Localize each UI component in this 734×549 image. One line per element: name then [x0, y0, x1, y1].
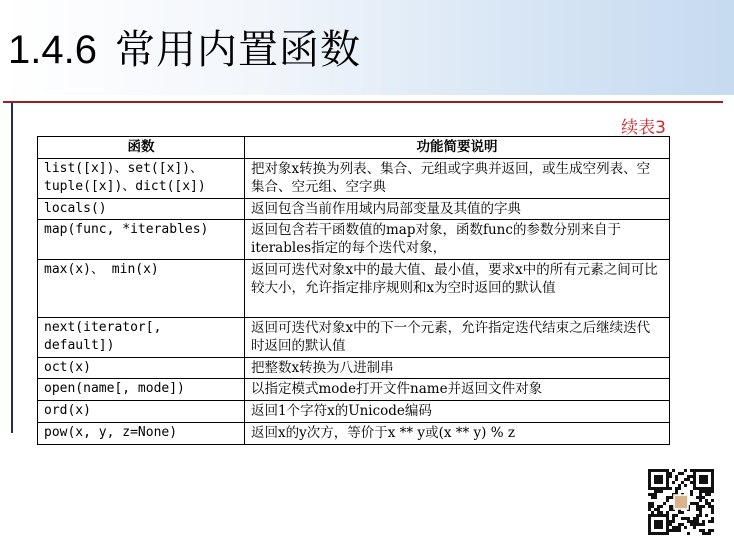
- column-header-description: 功能简要说明: [245, 137, 670, 159]
- function-description-cell: 返回可迭代对象x中的下一个元素，允许指定迭代结束之后继续迭代时返回的默认值: [245, 318, 670, 358]
- function-name-cell: list([x])、set([x])、 tuple([x])、dict([x]): [38, 159, 245, 199]
- title-divider: [3, 101, 723, 103]
- function-name-cell: oct(x): [38, 358, 245, 379]
- function-name-cell: max(x)、 min(x): [38, 260, 245, 318]
- function-description-cell: 返回1个字符x的Unicode编码: [245, 401, 670, 423]
- function-description-cell: 返回可迭代对象x中的最大值、最小值，要求x中的所有元素之间可比较大小，允许指定排序规则和x为空时返回的默认值: [245, 260, 670, 318]
- table-row: [38, 220, 670, 260]
- slide-title: [8, 18, 361, 75]
- table-row: [38, 358, 670, 379]
- function-description-cell: 返回x的y次方，等价于x ** y或(x ** y) % z: [245, 423, 670, 445]
- column-header-function: 函数: [38, 137, 245, 159]
- function-description-cell: 返回包含若干函数值的map对象，函数func的参数分别来自于iterables指定的每个迭代对象，: [245, 220, 670, 260]
- function-name-cell: pow(x, y, z=None): [38, 423, 245, 445]
- continued-label: 续表3: [621, 118, 666, 138]
- function-description-cell: 以指定模式mode打开文件name并返回文件对象: [245, 379, 670, 401]
- table-row: [38, 401, 670, 423]
- section-number: 1.4.6: [8, 28, 97, 72]
- section-title: 常用内置函数: [114, 27, 361, 73]
- function-description-cell: 把整数x转换为八进制串: [245, 358, 670, 379]
- left-accent-rule: [11, 103, 13, 433]
- table-row: [38, 159, 670, 199]
- function-name-cell: map(func, *iterables): [38, 220, 245, 260]
- table-row: [38, 199, 670, 220]
- function-name-cell: next(iterator[, default]): [38, 318, 245, 358]
- function-name-cell: locals(): [38, 199, 245, 220]
- function-description-cell: 把对象x转换为列表、集合、元组或字典并返回，或生成空列表、空集合、空元组、空字典: [245, 159, 670, 199]
- table-header-row: [38, 137, 670, 159]
- table-row: [38, 260, 670, 318]
- function-name-cell: open(name[, mode]): [38, 379, 245, 401]
- table-row: [38, 423, 670, 445]
- function-description-cell: 返回包含当前作用域内局部变量及其值的字典: [245, 199, 670, 220]
- function-table: [37, 136, 670, 445]
- table-row: [38, 379, 670, 401]
- table-row: [38, 318, 670, 358]
- qr-code-icon: [648, 469, 714, 535]
- function-name-cell: ord(x): [38, 401, 245, 423]
